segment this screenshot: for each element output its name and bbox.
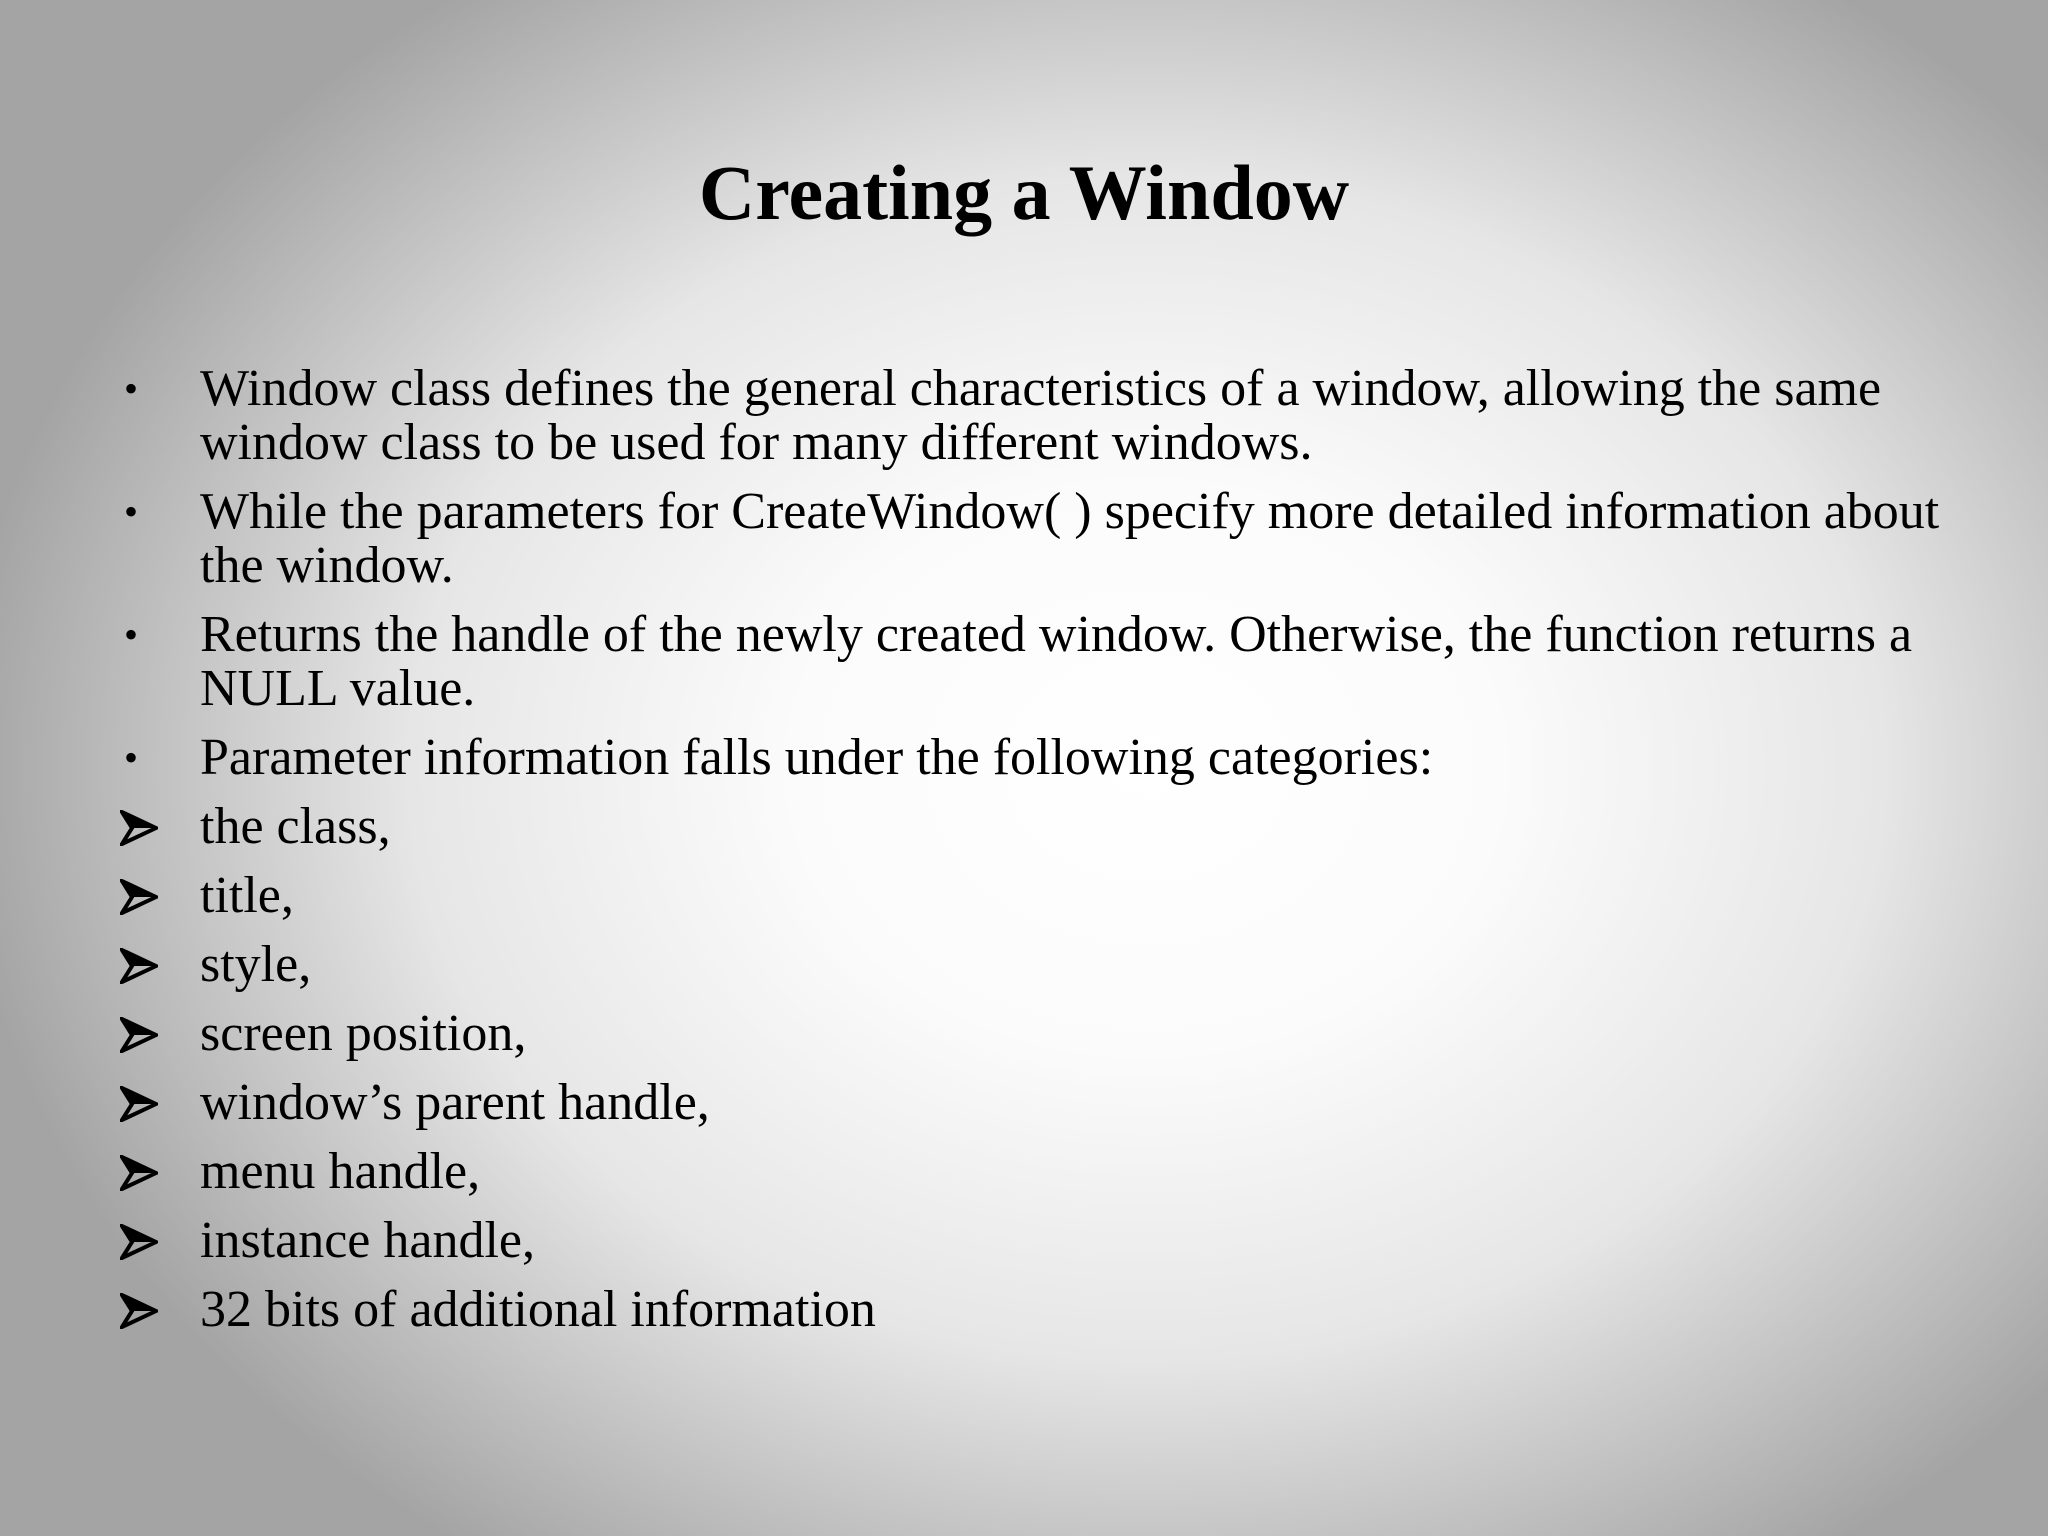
bullet-item [120, 485, 1940, 593]
category-item [120, 1145, 1940, 1199]
arrow-bullet-icon [120, 869, 190, 915]
category-item [120, 1214, 1940, 1268]
category-text: the class, [200, 798, 391, 855]
category-text: title, [200, 867, 294, 924]
category-item [120, 1076, 1940, 1130]
arrow-bullet-icon [120, 1283, 190, 1329]
bullet-dot-icon: • [124, 366, 139, 411]
arrow-bullet-icon [120, 800, 190, 846]
category-text: style, [200, 936, 312, 993]
category-text: 32 bits of additional information [200, 1281, 876, 1338]
category-text: menu handle, [200, 1143, 481, 1200]
bullet-item [120, 608, 1940, 716]
arrow-bullet-icon [120, 938, 190, 984]
category-item [120, 869, 1940, 923]
arrow-bullet-icon [120, 1214, 190, 1260]
arrow-bullet-icon [120, 1007, 190, 1053]
bullet-text: Window class defines the general characteristics of a window, allowing the same window class to be used for many different windows. [200, 360, 1882, 471]
bullet-text: Returns the handle of the newly created window. Otherwise, the function returns a NULL value. [200, 606, 1913, 717]
category-item [120, 938, 1940, 992]
category-item [120, 800, 1940, 854]
category-text: window’s parent handle, [200, 1074, 710, 1131]
category-text: instance handle, [200, 1212, 535, 1269]
bullet-dot-icon: • [124, 735, 139, 780]
category-item [120, 1007, 1940, 1061]
bullet-dot-icon: • [124, 612, 139, 657]
bullet-text: Parameter information falls under the following categories: [200, 729, 1434, 786]
category-item [120, 1283, 1940, 1337]
bullet-text: While the parameters for CreateWindow( ) specify more detailed information about the window. [200, 483, 1940, 594]
arrow-bullet-icon [120, 1145, 190, 1191]
bullet-item [120, 731, 1940, 785]
bullet-list [120, 362, 1940, 1352]
bullet-item [120, 362, 1940, 470]
bullet-dot-icon: • [124, 489, 139, 534]
arrow-bullet-icon [120, 1076, 190, 1122]
category-text: screen position, [200, 1005, 527, 1062]
slide-title: Creating a Window [698, 149, 1350, 236]
